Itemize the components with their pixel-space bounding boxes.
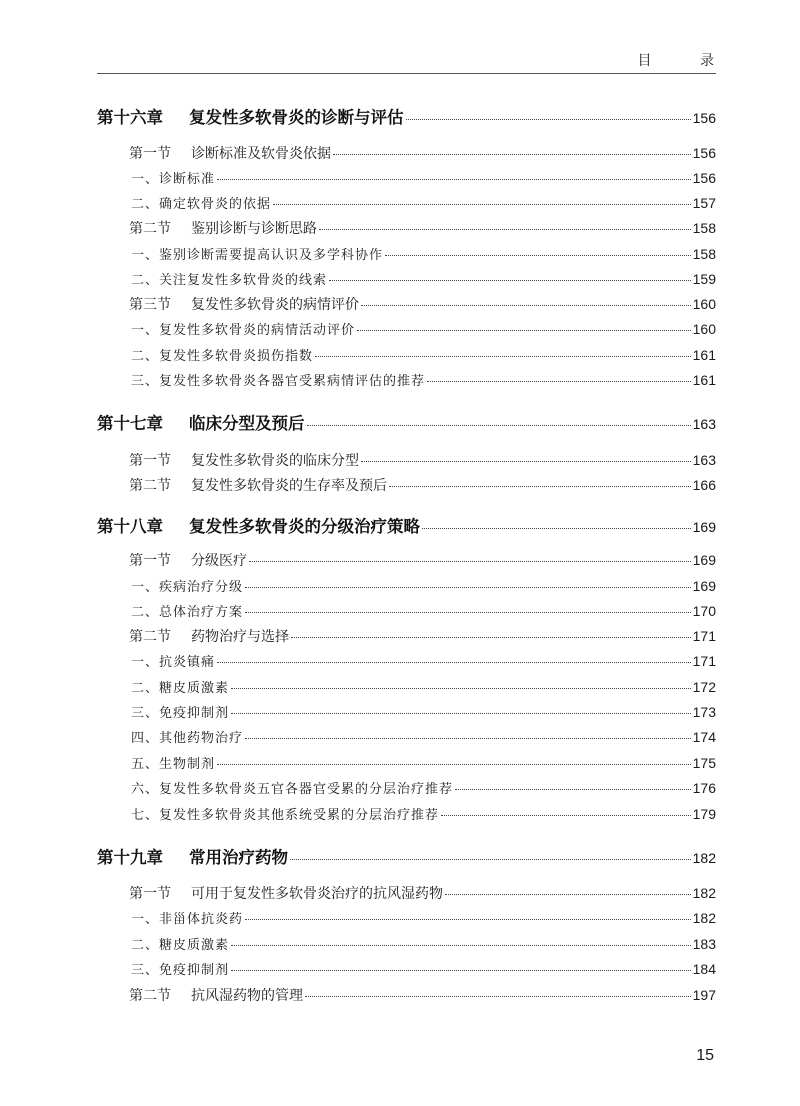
section-title: 分级医疗 <box>191 553 247 569</box>
dot-leader <box>361 461 691 462</box>
chapter-title: 复发性多软骨炎的诊断与评估 <box>189 108 404 127</box>
dot-leader <box>231 970 691 971</box>
page-ref: 174 <box>692 729 716 745</box>
chapter-title: 复发性多软骨炎的分级治疗策略 <box>189 517 420 536</box>
page-ref: 182 <box>692 850 716 866</box>
dot-leader <box>245 738 691 739</box>
dot-leader <box>389 486 691 487</box>
item-title: 二、糖皮质激素 <box>131 681 230 696</box>
dot-leader <box>357 330 691 331</box>
dot-leader <box>217 764 691 765</box>
dot-leader <box>245 587 691 588</box>
page-ref: 163 <box>692 416 716 432</box>
section-title: 复发性多软骨炎的生存率及预后 <box>191 478 387 494</box>
page-ref: 184 <box>692 961 716 977</box>
item-title: 一、诊断标准 <box>131 172 216 187</box>
section-number: 第一节 <box>129 453 171 469</box>
item-title: 一、疾病治疗分级 <box>131 580 244 595</box>
toc-entry-item[interactable] <box>97 677 716 696</box>
dot-leader <box>361 305 691 306</box>
page-ref: 156 <box>692 145 716 161</box>
page-ref: 166 <box>692 477 716 493</box>
section-number: 第二节 <box>129 221 171 237</box>
section-number: 第一节 <box>129 886 171 902</box>
toc-entry-item[interactable] <box>97 345 716 364</box>
dot-leader <box>441 815 691 816</box>
dot-leader <box>245 919 691 920</box>
dot-leader <box>305 996 691 997</box>
dot-leader <box>385 255 691 256</box>
toc-entry-chapter[interactable] <box>97 410 716 434</box>
page-ref: 161 <box>692 372 716 388</box>
item-title: 一、非甾体抗炎药 <box>131 912 244 927</box>
dot-leader <box>333 154 691 155</box>
item-title: 三、复发性多软骨炎各器官受累病情评估的推荐 <box>131 374 426 389</box>
page-ref: 158 <box>692 246 716 262</box>
dot-leader <box>290 859 691 860</box>
dot-leader <box>231 713 691 714</box>
page-ref: 175 <box>692 755 716 771</box>
toc-entry-item[interactable] <box>97 601 716 620</box>
toc-entry-section[interactable] <box>97 550 716 570</box>
dot-leader <box>455 789 691 790</box>
item-title: 四、其他药物治疗 <box>131 731 244 746</box>
item-title: 二、糖皮质激素 <box>131 938 230 953</box>
page-ref: 176 <box>692 780 716 796</box>
section-number: 第一节 <box>129 146 171 162</box>
toc-entry-section[interactable] <box>97 626 716 646</box>
page-ref: 169 <box>692 578 716 594</box>
toc-entry-item[interactable] <box>97 244 716 263</box>
page-ref: 172 <box>692 679 716 695</box>
dot-leader <box>217 662 691 663</box>
dot-leader <box>231 688 691 689</box>
page-number: 15 <box>696 1047 714 1064</box>
page-ref: 169 <box>692 519 716 535</box>
chapter-number: 第十七章 <box>97 414 163 433</box>
page-ref: 197 <box>692 987 716 1003</box>
toc-entry-item[interactable] <box>97 319 716 338</box>
chapter-title: 临床分型及预后 <box>189 414 305 433</box>
page-ref: 182 <box>692 885 716 901</box>
dot-leader <box>445 894 691 895</box>
dot-leader <box>406 119 691 120</box>
page-ref: 173 <box>692 704 716 720</box>
section-title: 抗风湿药物的管理 <box>191 988 303 1004</box>
dot-leader <box>273 204 691 205</box>
page-ref: 163 <box>692 452 716 468</box>
dot-leader <box>315 356 691 357</box>
chapter-number: 第十八章 <box>97 517 163 536</box>
page-ref: 160 <box>692 321 716 337</box>
section-number: 第一节 <box>129 553 171 569</box>
toc-entry-item[interactable] <box>97 778 716 797</box>
item-title: 三、免疫抑制剂 <box>131 963 230 978</box>
toc-entry-item[interactable] <box>97 269 716 288</box>
item-title: 二、复发性多软骨炎损伤指数 <box>131 349 314 364</box>
section-number: 第二节 <box>129 478 171 494</box>
page-ref: 182 <box>692 910 716 926</box>
item-title: 二、关注复发性多软骨炎的线索 <box>131 273 328 288</box>
toc-entry-section[interactable] <box>97 218 716 238</box>
toc-entry-section[interactable] <box>97 985 716 1005</box>
dot-leader <box>319 229 691 230</box>
running-header-title: 目 录 <box>637 53 736 69</box>
page-ref: 156 <box>692 110 716 126</box>
dot-leader <box>291 637 691 638</box>
dot-leader <box>231 945 691 946</box>
page-ref: 158 <box>692 220 716 236</box>
dot-leader <box>245 612 691 613</box>
item-title: 二、总体治疗方案 <box>131 605 244 620</box>
toc-entry-item[interactable] <box>97 727 716 746</box>
item-title: 六、复发性多软骨炎五官各器官受累的分层治疗推荐 <box>131 782 454 797</box>
page-ref: 169 <box>692 552 716 568</box>
toc-entry-item[interactable] <box>97 651 716 670</box>
dot-leader <box>307 425 691 426</box>
page-ref: 183 <box>692 936 716 952</box>
toc-entry-item[interactable] <box>97 959 716 978</box>
page-ref: 159 <box>692 271 716 287</box>
toc-entry-chapter[interactable] <box>97 513 716 537</box>
section-number: 第二节 <box>129 988 171 1004</box>
page-ref: 160 <box>692 296 716 312</box>
page-ref: 161 <box>692 347 716 363</box>
dot-leader <box>249 561 691 562</box>
page-ref: 157 <box>692 195 716 211</box>
item-title: 三、免疫抑制剂 <box>131 706 230 721</box>
toc-entry-section[interactable] <box>97 475 716 495</box>
toc-entry-section[interactable] <box>97 450 716 470</box>
toc-entry-chapter[interactable] <box>97 104 716 128</box>
item-title: 一、鉴别诊断需要提高认识及多学科协作 <box>131 248 384 263</box>
dot-leader <box>427 381 691 382</box>
dot-leader <box>217 179 691 180</box>
page-ref: 179 <box>692 806 716 822</box>
header-rule <box>97 73 716 74</box>
section-title: 药物治疗与选择 <box>191 629 289 645</box>
section-number: 第三节 <box>129 297 171 313</box>
item-title: 一、抗炎镇痛 <box>131 655 216 670</box>
toc-entry-section[interactable] <box>97 883 716 903</box>
section-title: 复发性多软骨炎的临床分型 <box>191 453 359 469</box>
dot-leader <box>422 528 691 529</box>
page-ref: 171 <box>692 653 716 669</box>
section-title: 复发性多软骨炎的病情评价 <box>191 297 359 313</box>
item-title: 一、复发性多软骨炎的病情活动评价 <box>131 323 356 338</box>
section-title: 鉴别诊断与诊断思路 <box>191 221 317 237</box>
item-title: 五、生物制剂 <box>131 757 216 772</box>
chapter-number: 第十六章 <box>97 108 163 127</box>
section-number: 第二节 <box>129 629 171 645</box>
toc-entry-item[interactable] <box>97 370 716 389</box>
toc-entry-item[interactable] <box>97 168 716 187</box>
chapter-title: 常用治疗药物 <box>189 848 288 867</box>
toc-entry-item[interactable] <box>97 702 716 721</box>
section-title: 诊断标准及软骨炎依据 <box>191 146 331 162</box>
toc-entry-item[interactable] <box>97 804 716 823</box>
toc-entry-item[interactable] <box>97 934 716 953</box>
page-ref: 170 <box>692 603 716 619</box>
page-ref: 156 <box>692 170 716 186</box>
dot-leader <box>329 280 691 281</box>
toc-entry-section[interactable] <box>97 143 716 163</box>
chapter-number: 第十九章 <box>97 848 163 867</box>
item-title: 二、确定软骨炎的依据 <box>131 197 272 212</box>
toc-entry-item[interactable] <box>97 576 716 595</box>
page-ref: 171 <box>692 628 716 644</box>
item-title: 七、复发性多软骨炎其他系统受累的分层治疗推荐 <box>131 808 440 823</box>
section-title: 可用于复发性多软骨炎治疗的抗风湿药物 <box>191 886 443 902</box>
toc-entry-item[interactable] <box>97 193 716 212</box>
toc-entry-chapter[interactable] <box>97 844 716 868</box>
toc-entry-item[interactable] <box>97 908 716 927</box>
toc-entry-section[interactable] <box>97 294 716 314</box>
toc-entry-item[interactable] <box>97 753 716 772</box>
